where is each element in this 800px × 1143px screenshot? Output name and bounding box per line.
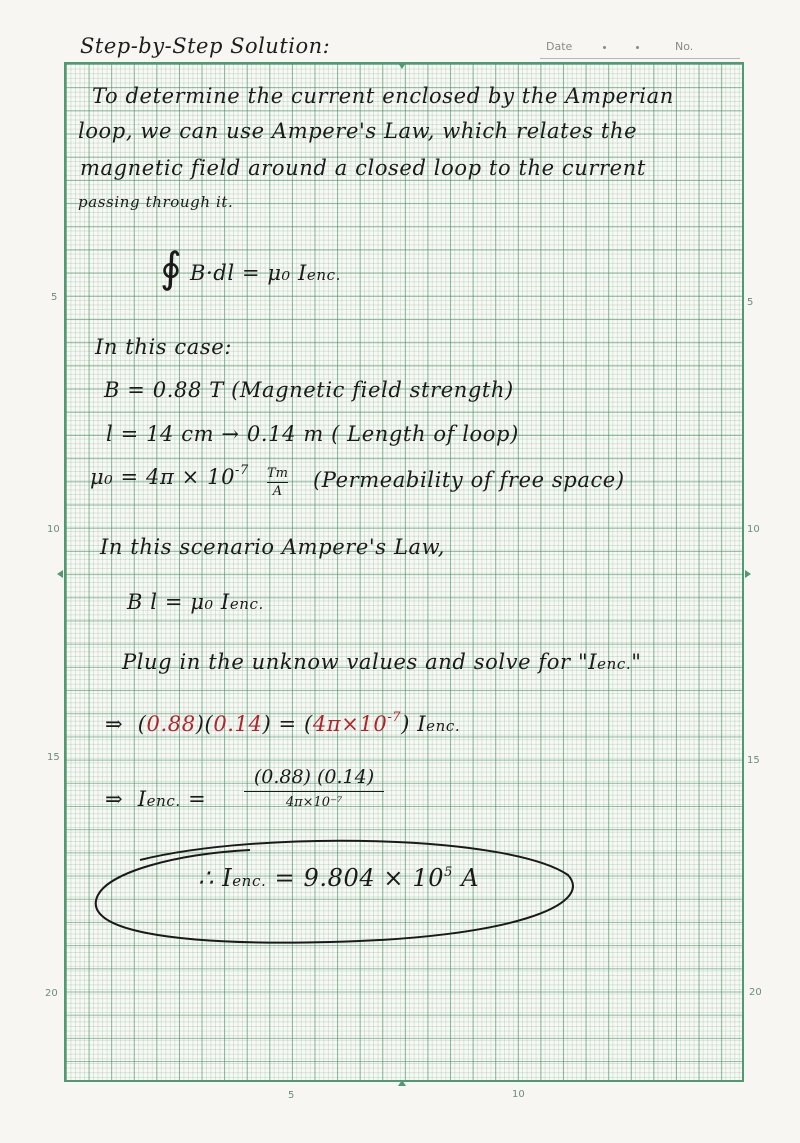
- row-label: 5: [747, 297, 754, 308]
- plug-in-instruction: Plug in the unknow values and solve for "Ienc.": [122, 650, 642, 674]
- substituted-l-value: 0.14: [213, 712, 263, 736]
- intro-line-2: loop, we can use Ampere's Law, which relates the: [78, 119, 638, 143]
- scenario-heading: In this scenario Ampere's Law,: [100, 535, 445, 559]
- header-rule: [540, 58, 740, 59]
- substitution-equation: ⇒ $(0.88)(0.14) = (4\pi\times 10^{-7})$ Ienc.: [105, 710, 461, 736]
- left-center-marker: [57, 570, 63, 578]
- fraction-numerator: (0.88) (0.14): [253, 766, 375, 788]
- solve-fraction: [244, 766, 384, 810]
- column-label: 5: [288, 1090, 295, 1101]
- intro-line-3: magnetic field around a closed loop to the current: [80, 156, 646, 180]
- row-label: 10: [747, 524, 760, 535]
- page-header: [0, 0, 800, 62]
- given-permeability: $\mu_0 = 4\pi \times 10^{-7}$: [90, 463, 249, 489]
- row-label: 15: [47, 752, 60, 763]
- row-label: 20: [45, 988, 58, 999]
- row-label: 20: [749, 987, 762, 998]
- row-label: 10: [47, 524, 60, 535]
- permeability-description: (Permeability of free space): [313, 468, 625, 492]
- case-heading: In this case:: [95, 335, 232, 359]
- bottom-center-marker: [398, 1080, 406, 1086]
- date-label: Date: [546, 40, 573, 53]
- solve-lhs: ⇒ Ienc. =: [105, 787, 207, 811]
- right-center-marker: [745, 570, 751, 578]
- column-label: 10: [512, 1089, 525, 1100]
- date-dot: [636, 46, 639, 49]
- fraction-denominator: 4π×10⁻⁷: [285, 795, 343, 810]
- final-answer: ∴ Ienc. = $9.804 \times 10^5$ A: [198, 864, 480, 892]
- amperes-law-equation: B·dl = μ₀ Ienc.: [190, 261, 341, 285]
- permeability-units: Tm A: [267, 466, 288, 499]
- row-label: 5: [51, 292, 58, 303]
- substituted-b-value: 0.88: [146, 712, 196, 736]
- closed-integral-symbol: ∮: [160, 243, 182, 292]
- top-center-marker: [398, 63, 406, 69]
- row-label: 15: [747, 755, 760, 766]
- intro-line-4: passing through it.: [78, 193, 234, 211]
- date-dot: [603, 46, 606, 49]
- given-magnetic-field: B = 0.88 T (Magnetic field strength): [104, 378, 514, 402]
- intro-line-1: To determine the current enclosed by the Amperian: [92, 84, 674, 108]
- substituted-mu-value: 4π×10: [312, 712, 388, 736]
- page-title: Step-by-Step Solution:: [80, 34, 331, 58]
- scenario-equation: B l = μ₀ Ienc.: [127, 590, 264, 614]
- number-label: No.: [675, 40, 694, 53]
- given-loop-length: l = 14 cm → 0.14 m ( Length of loop): [106, 422, 519, 446]
